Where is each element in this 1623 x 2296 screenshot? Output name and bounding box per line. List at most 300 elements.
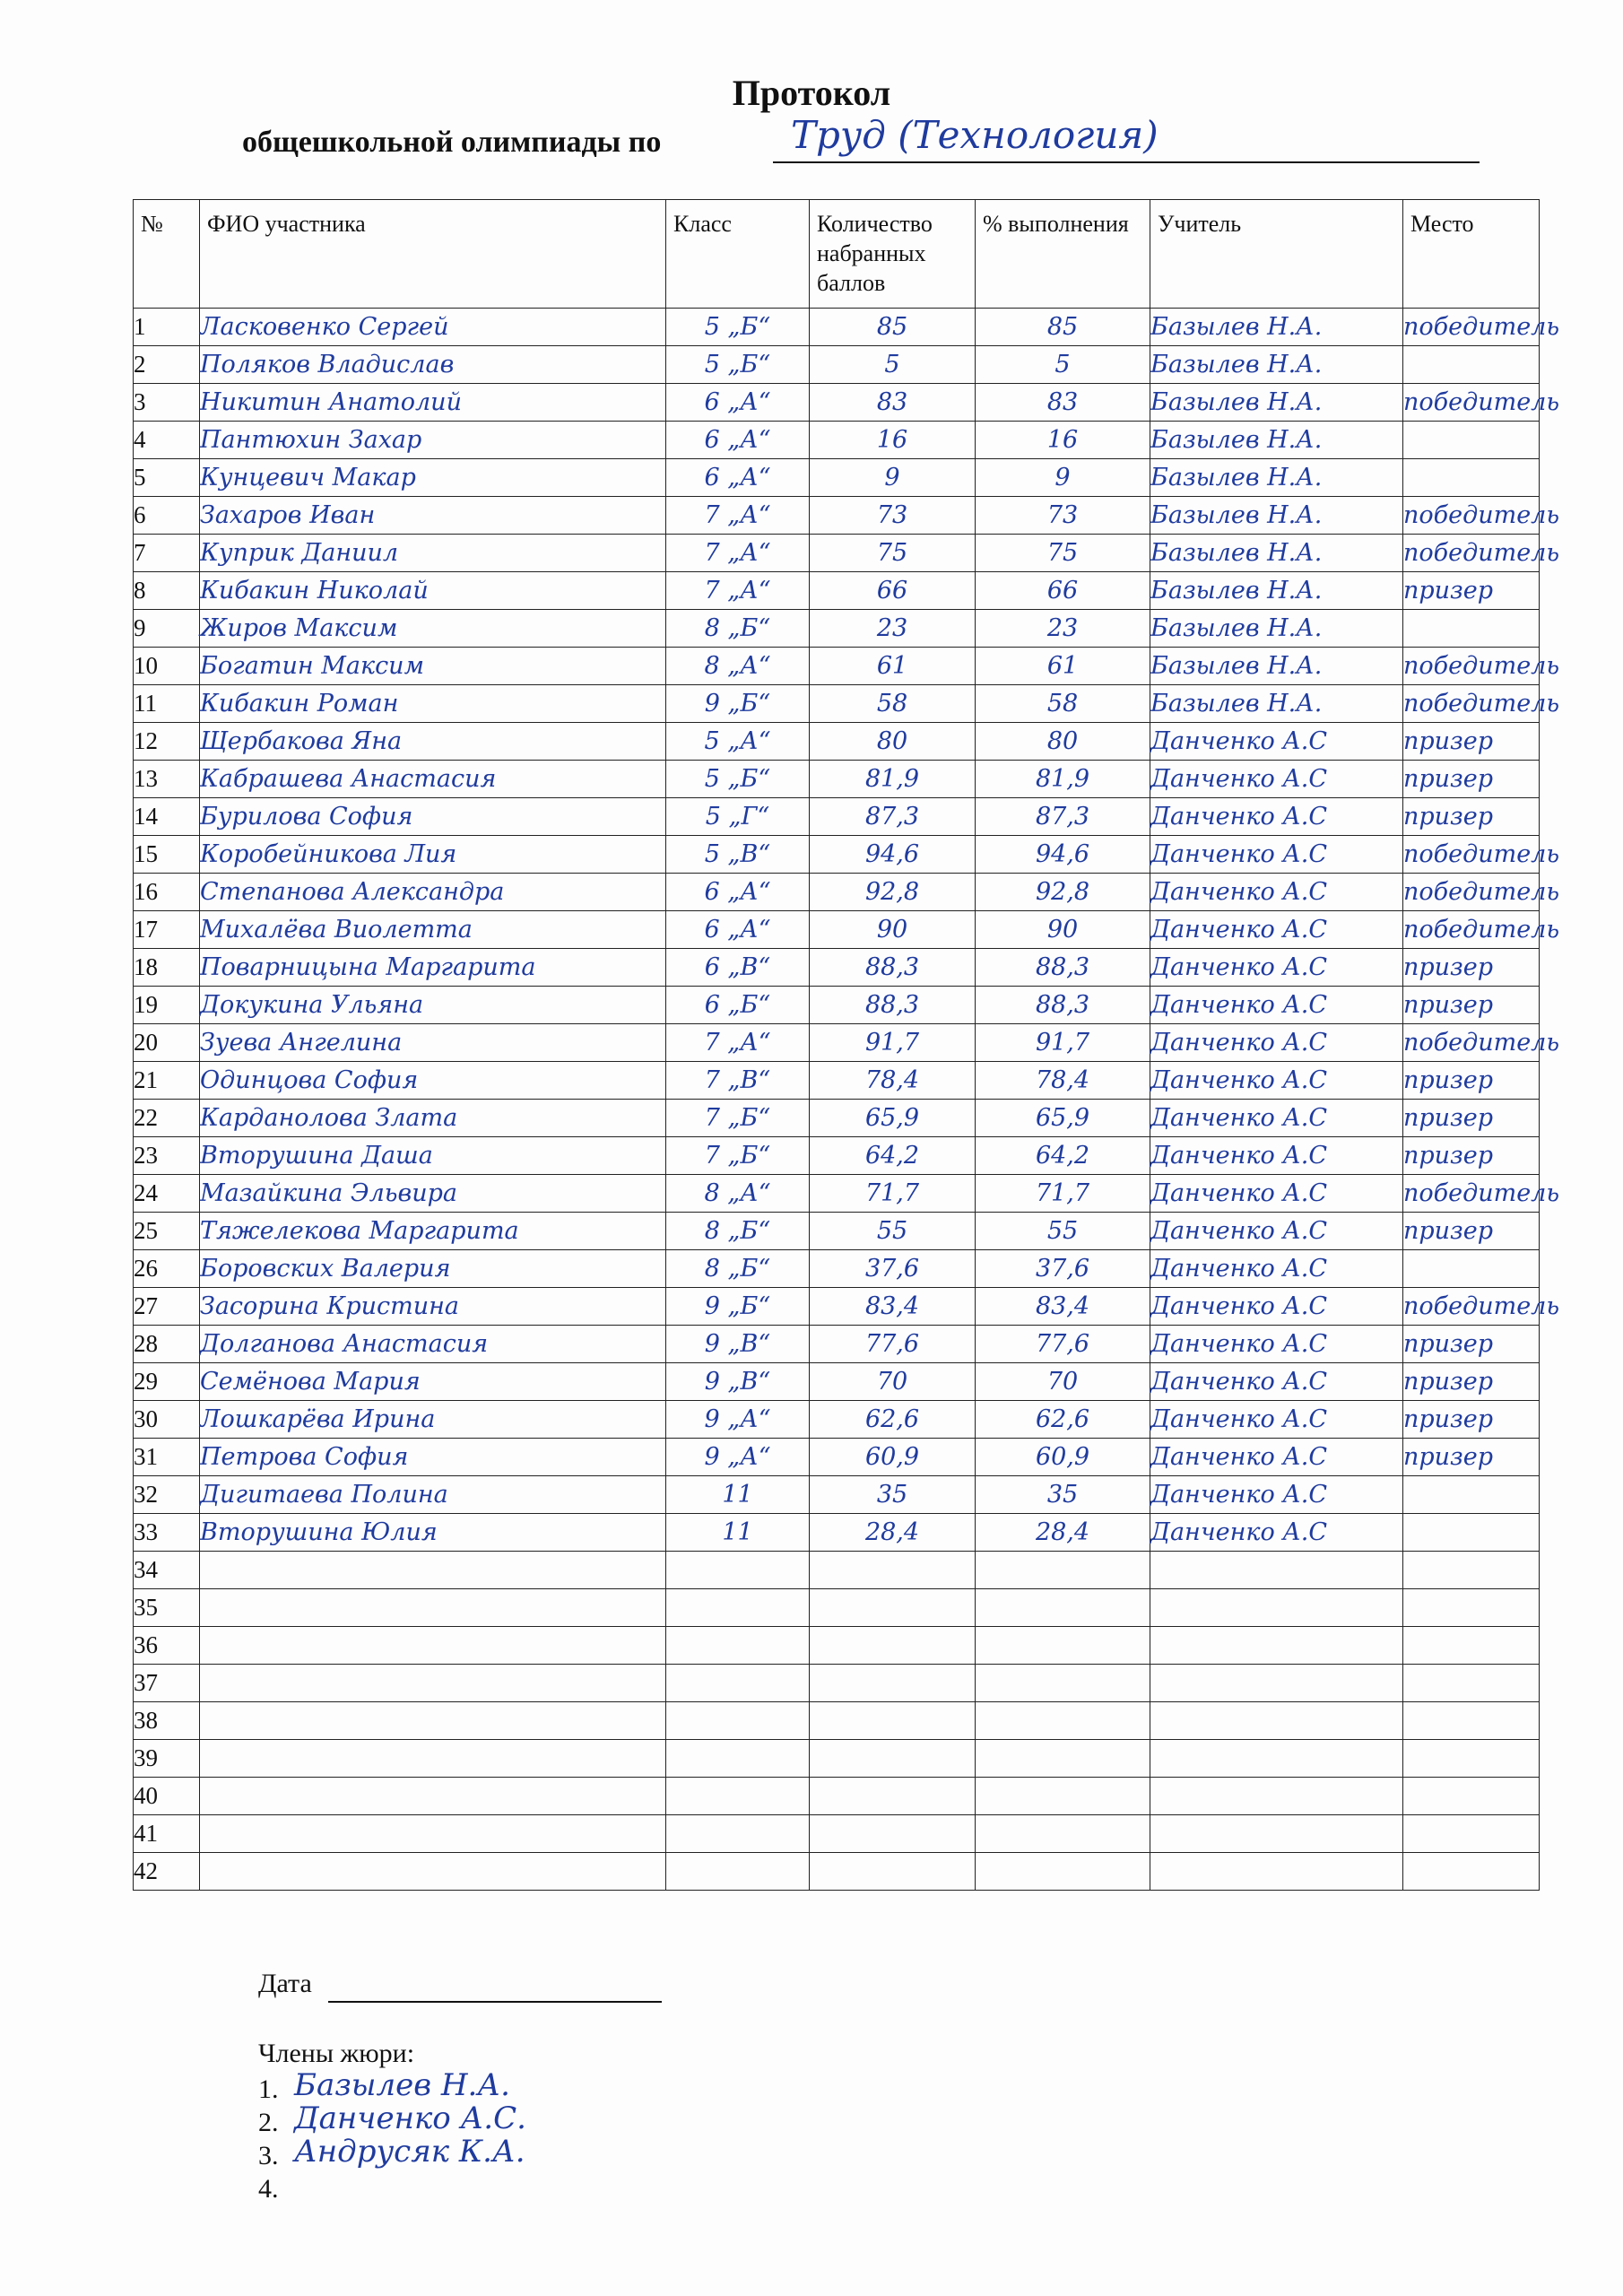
cell-num: 14 (134, 798, 200, 836)
cell-class: 6 „А“ (666, 874, 810, 911)
cell-class: 6 „А“ (666, 911, 810, 949)
cell-percent: 58 (976, 685, 1150, 723)
cell-teacher: Базылев Н.А. (1150, 384, 1403, 422)
cell-class: 8 „А“ (666, 1175, 810, 1213)
cell-place (1403, 1740, 1540, 1778)
cell-num: 15 (134, 836, 200, 874)
cell-place: призер (1403, 1100, 1540, 1137)
table-row (134, 1401, 1540, 1439)
cell-num: 20 (134, 1024, 200, 1062)
cell-name: Щербакова Яна (200, 723, 666, 761)
cell-score (810, 1627, 976, 1665)
table-row (134, 1062, 1540, 1100)
cell-percent: 16 (976, 422, 1150, 459)
cell-name: Поляков Владислав (200, 346, 666, 384)
cell-teacher (1150, 1627, 1403, 1665)
table-row (134, 1853, 1540, 1891)
cell-percent: 23 (976, 610, 1150, 648)
cell-teacher (1150, 1853, 1403, 1891)
cell-num: 26 (134, 1250, 200, 1288)
cell-name: Ласковенко Сергей (200, 309, 666, 346)
table-row (134, 798, 1540, 836)
cell-place (1403, 1778, 1540, 1815)
header-num: № (134, 200, 200, 309)
cell-name: Докукина Ульяна (200, 987, 666, 1024)
cell-teacher: Данченко А.С (1150, 1439, 1403, 1476)
cell-name: Боровских Валерия (200, 1250, 666, 1288)
jury-signature: Андрусяк К.А. (294, 2134, 525, 2170)
table-row (134, 987, 1540, 1024)
cell-place: победитель (1403, 497, 1540, 535)
table-row (134, 685, 1540, 723)
cell-score: 55 (810, 1213, 976, 1250)
cell-class: 6 „А“ (666, 459, 810, 497)
cell-place: призер (1403, 949, 1540, 987)
cell-percent: 37,6 (976, 1250, 1150, 1288)
cell-teacher: Данченко А.С (1150, 836, 1403, 874)
table-row (134, 1589, 1540, 1627)
cell-num: 19 (134, 987, 200, 1024)
cell-teacher: Базылев Н.А. (1150, 610, 1403, 648)
table-row (134, 1815, 1540, 1853)
cell-place: призер (1403, 1363, 1540, 1401)
cell-num: 31 (134, 1439, 200, 1476)
cell-teacher (1150, 1589, 1403, 1627)
cell-place: призер (1403, 1439, 1540, 1476)
cell-class: 7 „В“ (666, 1062, 810, 1100)
cell-class (666, 1702, 810, 1740)
cell-class: 5 „Б“ (666, 761, 810, 798)
cell-class (666, 1665, 810, 1702)
cell-name (200, 1853, 666, 1891)
cell-percent: 9 (976, 459, 1150, 497)
cell-score (810, 1665, 976, 1702)
table-row (134, 1100, 1540, 1137)
cell-percent: 81,9 (976, 761, 1150, 798)
cell-teacher: Базылев Н.А. (1150, 572, 1403, 610)
cell-num: 1 (134, 309, 200, 346)
protocol-table (133, 199, 1560, 1891)
cell-place (1403, 1702, 1540, 1740)
cell-percent: 73 (976, 497, 1150, 535)
cell-name: Пантюхин Захар (200, 422, 666, 459)
cell-percent: 88,3 (976, 987, 1150, 1024)
cell-name: Семёнова Мария (200, 1363, 666, 1401)
table-row (134, 610, 1540, 648)
table-row (134, 1702, 1540, 1740)
cell-class: 6 „В“ (666, 949, 810, 987)
table-row (134, 384, 1540, 422)
cell-teacher: Базылев Н.А. (1150, 459, 1403, 497)
table-row (134, 1024, 1540, 1062)
cell-score: 83,4 (810, 1288, 976, 1326)
cell-place: призер (1403, 1401, 1540, 1439)
jury-signature: Базылев Н.А. (294, 2067, 510, 2103)
jury-title: Члены жюри: (258, 2039, 415, 2068)
jury-number: 1. (258, 2074, 279, 2104)
cell-teacher: Данченко А.С (1150, 1175, 1403, 1213)
cell-name (200, 1665, 666, 1702)
cell-percent (976, 1853, 1150, 1891)
cell-class: 7 „Б“ (666, 1100, 810, 1137)
cell-place: призер (1403, 1062, 1540, 1100)
header-percent: % выполнения (976, 200, 1150, 309)
cell-class: 6 „А“ (666, 422, 810, 459)
cell-num: 3 (134, 384, 200, 422)
table-row (134, 1627, 1540, 1665)
cell-num: 11 (134, 685, 200, 723)
cell-score: 94,6 (810, 836, 976, 874)
cell-percent: 64,2 (976, 1137, 1150, 1175)
cell-num: 21 (134, 1062, 200, 1100)
cell-place: победитель (1403, 1024, 1540, 1062)
cell-percent: 5 (976, 346, 1150, 384)
cell-score: 35 (810, 1476, 976, 1514)
cell-num: 35 (134, 1589, 200, 1627)
cell-num: 9 (134, 610, 200, 648)
cell-class (666, 1853, 810, 1891)
cell-class: 11 (666, 1514, 810, 1552)
cell-place (1403, 610, 1540, 648)
cell-score: 78,4 (810, 1062, 976, 1100)
cell-class: 5 „А“ (666, 723, 810, 761)
cell-teacher: Данченко А.С (1150, 761, 1403, 798)
cell-teacher: Данченко А.С (1150, 874, 1403, 911)
cell-class: 7 „Б“ (666, 1137, 810, 1175)
cell-score: 58 (810, 685, 976, 723)
cell-percent: 87,3 (976, 798, 1150, 836)
cell-name (200, 1740, 666, 1778)
cell-score: 87,3 (810, 798, 976, 836)
cell-place (1403, 1552, 1540, 1589)
cell-place (1403, 346, 1540, 384)
jury-number: 3. (258, 2141, 279, 2170)
cell-percent (976, 1589, 1150, 1627)
cell-class (666, 1589, 810, 1627)
table-row (134, 1250, 1540, 1288)
cell-name (200, 1552, 666, 1589)
jury-signature: Данченко А.С. (294, 2100, 526, 2136)
table-row (134, 497, 1540, 535)
cell-class: 5 „В“ (666, 836, 810, 874)
cell-score: 71,7 (810, 1175, 976, 1213)
cell-name (200, 1589, 666, 1627)
cell-name: Петрова София (200, 1439, 666, 1476)
cell-teacher: Данченко А.С (1150, 1326, 1403, 1363)
cell-num: 13 (134, 761, 200, 798)
cell-score: 92,8 (810, 874, 976, 911)
cell-num: 33 (134, 1514, 200, 1552)
cell-place: призер (1403, 987, 1540, 1024)
cell-score (810, 1589, 976, 1627)
cell-score: 80 (810, 723, 976, 761)
cell-num: 29 (134, 1363, 200, 1401)
cell-score: 5 (810, 346, 976, 384)
cell-name: Засорина Кристина (200, 1288, 666, 1326)
cell-num: 39 (134, 1740, 200, 1778)
cell-class: 6 „А“ (666, 384, 810, 422)
cell-place (1403, 1853, 1540, 1891)
cell-teacher: Данченко А.С (1150, 949, 1403, 987)
cell-name: Кунцевич Макар (200, 459, 666, 497)
cell-name: Вторушина Даша (200, 1137, 666, 1175)
cell-score: 85 (810, 309, 976, 346)
cell-name: Михалёва Виолетта (200, 911, 666, 949)
cell-percent (976, 1702, 1150, 1740)
cell-name: Коробейникова Лия (200, 836, 666, 874)
cell-num: 38 (134, 1702, 200, 1740)
cell-place: призер (1403, 572, 1540, 610)
cell-percent: 83,4 (976, 1288, 1150, 1326)
cell-class: 8 „Б“ (666, 1250, 810, 1288)
cell-percent: 78,4 (976, 1062, 1150, 1100)
cell-place: призер (1403, 798, 1540, 836)
table-row (134, 1326, 1540, 1363)
cell-place: победитель (1403, 648, 1540, 685)
cell-name: Тяжелекова Маргарита (200, 1213, 666, 1250)
table-row (134, 1137, 1540, 1175)
cell-percent: 62,6 (976, 1401, 1150, 1439)
cell-teacher: Данченко А.С (1150, 1100, 1403, 1137)
cell-percent: 60,9 (976, 1439, 1150, 1476)
cell-percent: 70 (976, 1363, 1150, 1401)
cell-score: 70 (810, 1363, 976, 1401)
cell-teacher (1150, 1740, 1403, 1778)
cell-place (1403, 422, 1540, 459)
cell-place: победитель (1403, 1175, 1540, 1213)
cell-teacher: Данченко А.С (1150, 1476, 1403, 1514)
table-row (134, 346, 1540, 384)
cell-place: победитель (1403, 535, 1540, 572)
cell-num: 5 (134, 459, 200, 497)
cell-place: призер (1403, 723, 1540, 761)
cell-teacher (1150, 1552, 1403, 1589)
cell-place: призер (1403, 1137, 1540, 1175)
cell-place (1403, 1250, 1540, 1288)
cell-score (810, 1778, 976, 1815)
cell-score: 88,3 (810, 987, 976, 1024)
cell-class: 7 „А“ (666, 535, 810, 572)
cell-name (200, 1702, 666, 1740)
cell-teacher: Базылев Н.А. (1150, 648, 1403, 685)
cell-percent: 90 (976, 911, 1150, 949)
cell-score: 90 (810, 911, 976, 949)
cell-num: 10 (134, 648, 200, 685)
table-row (134, 1363, 1540, 1401)
cell-class (666, 1552, 810, 1589)
cell-place (1403, 1476, 1540, 1514)
cell-score: 61 (810, 648, 976, 685)
cell-teacher: Данченко А.С (1150, 911, 1403, 949)
cell-teacher: Данченко А.С (1150, 987, 1403, 1024)
cell-class: 7 „А“ (666, 572, 810, 610)
table-row (134, 1439, 1540, 1476)
cell-score: 91,7 (810, 1024, 976, 1062)
table-row (134, 1514, 1540, 1552)
cell-class: 5 „Б“ (666, 309, 810, 346)
header-class: Класс (666, 200, 810, 309)
cell-score: 88,3 (810, 949, 976, 987)
cell-class (666, 1815, 810, 1853)
cell-num: 2 (134, 346, 200, 384)
cell-score: 77,6 (810, 1326, 976, 1363)
cell-percent (976, 1552, 1150, 1589)
cell-score: 16 (810, 422, 976, 459)
cell-name: Захаров Иван (200, 497, 666, 535)
cell-percent: 92,8 (976, 874, 1150, 911)
subtitle: общешкольной олимпиады по (242, 126, 662, 159)
cell-place: призер (1403, 761, 1540, 798)
cell-num: 30 (134, 1401, 200, 1439)
cell-score: 23 (810, 610, 976, 648)
cell-place: победитель (1403, 309, 1540, 346)
cell-num: 17 (134, 911, 200, 949)
cell-place (1403, 1627, 1540, 1665)
cell-teacher: Данченко А.С (1150, 1024, 1403, 1062)
cell-class (666, 1740, 810, 1778)
cell-teacher: Данченко А.С (1150, 1288, 1403, 1326)
table-row (134, 1740, 1540, 1778)
table-row (134, 572, 1540, 610)
cell-score: 64,2 (810, 1137, 976, 1175)
cell-num: 37 (134, 1665, 200, 1702)
cell-score: 9 (810, 459, 976, 497)
cell-place (1403, 1589, 1540, 1627)
cell-teacher: Данченко А.С (1150, 1213, 1403, 1250)
cell-teacher: Базылев Н.А. (1150, 309, 1403, 346)
cell-name: Бурилова София (200, 798, 666, 836)
cell-name: Куприк Даниил (200, 535, 666, 572)
header-score: Количество набранных баллов (810, 200, 976, 309)
cell-class: 11 (666, 1476, 810, 1514)
cell-name: Одинцова София (200, 1062, 666, 1100)
cell-class: 7 „А“ (666, 497, 810, 535)
table-header-row (134, 200, 1540, 309)
subject-line (773, 113, 1480, 163)
header-teacher: Учитель (1150, 200, 1403, 309)
cell-name: Кибакин Роман (200, 685, 666, 723)
cell-score: 37,6 (810, 1250, 976, 1288)
cell-place (1403, 459, 1540, 497)
table-row (134, 911, 1540, 949)
cell-class: 8 „Б“ (666, 1213, 810, 1250)
table-row (134, 648, 1540, 685)
table-row (134, 949, 1540, 987)
table-row (134, 535, 1540, 572)
cell-teacher: Данченко А.С (1150, 1062, 1403, 1100)
subject-value: Труд (Технология) (791, 113, 1159, 157)
cell-name: Степанова Александра (200, 874, 666, 911)
cell-place: победитель (1403, 685, 1540, 723)
subtitle-row (242, 113, 1497, 170)
cell-class: 8 „Б“ (666, 610, 810, 648)
table-row (134, 1213, 1540, 1250)
cell-teacher: Базылев Н.А. (1150, 497, 1403, 535)
cell-num: 12 (134, 723, 200, 761)
cell-class: 5 „Г“ (666, 798, 810, 836)
cell-class: 7 „А“ (666, 1024, 810, 1062)
jury-member-4 (258, 2174, 886, 2210)
cell-percent (976, 1740, 1150, 1778)
cell-name: Карданолова Злата (200, 1100, 666, 1137)
cell-num: 24 (134, 1175, 200, 1213)
cell-score: 66 (810, 572, 976, 610)
cell-class: 5 „Б“ (666, 346, 810, 384)
date-row (258, 1969, 671, 2005)
cell-num: 22 (134, 1100, 200, 1137)
cell-percent: 71,7 (976, 1175, 1150, 1213)
cell-score: 65,9 (810, 1100, 976, 1137)
cell-name (200, 1627, 666, 1665)
cell-num: 25 (134, 1213, 200, 1250)
cell-num: 18 (134, 949, 200, 987)
cell-place (1403, 1665, 1540, 1702)
cell-place: призер (1403, 1213, 1540, 1250)
cell-name: Кибакин Николай (200, 572, 666, 610)
cell-class (666, 1778, 810, 1815)
cell-name: Долганова Анастасия (200, 1326, 666, 1363)
cell-class: 6 „Б“ (666, 987, 810, 1024)
cell-class: 9 „А“ (666, 1401, 810, 1439)
cell-percent (976, 1778, 1150, 1815)
table-body (134, 309, 1560, 1891)
cell-class: 9 „Б“ (666, 685, 810, 723)
cell-score: 83 (810, 384, 976, 422)
cell-num: 4 (134, 422, 200, 459)
cell-percent: 80 (976, 723, 1150, 761)
table-row (134, 1175, 1540, 1213)
table-row (134, 1476, 1540, 1514)
cell-percent: 61 (976, 648, 1150, 685)
cell-num: 8 (134, 572, 200, 610)
cell-score (810, 1552, 976, 1589)
cell-score: 75 (810, 535, 976, 572)
cell-percent: 77,6 (976, 1326, 1150, 1363)
cell-percent: 83 (976, 384, 1150, 422)
cell-num: 42 (134, 1853, 200, 1891)
cell-place: победитель (1403, 836, 1540, 874)
cell-num: 28 (134, 1326, 200, 1363)
cell-name: Мазайкина Эльвира (200, 1175, 666, 1213)
cell-class: 9 „Б“ (666, 1288, 810, 1326)
cell-name: Богатин Максим (200, 648, 666, 685)
cell-percent: 91,7 (976, 1024, 1150, 1062)
cell-score: 73 (810, 497, 976, 535)
cell-score (810, 1740, 976, 1778)
cell-class (666, 1627, 810, 1665)
cell-place: победитель (1403, 911, 1540, 949)
cell-percent: 55 (976, 1213, 1150, 1250)
cell-place (1403, 1514, 1540, 1552)
cell-class: 9 „В“ (666, 1363, 810, 1401)
cell-percent (976, 1665, 1150, 1702)
cell-place (1403, 1815, 1540, 1853)
cell-num: 36 (134, 1627, 200, 1665)
cell-percent: 35 (976, 1476, 1150, 1514)
cell-percent (976, 1627, 1150, 1665)
cell-num: 23 (134, 1137, 200, 1175)
cell-class: 8 „А“ (666, 648, 810, 685)
table-row (134, 309, 1540, 346)
cell-score: 62,6 (810, 1401, 976, 1439)
table-row (134, 1288, 1540, 1326)
cell-percent (976, 1815, 1150, 1853)
cell-name: Поварницына Маргарита (200, 949, 666, 987)
cell-percent: 66 (976, 572, 1150, 610)
cell-teacher (1150, 1702, 1403, 1740)
header-name: ФИО участника (200, 200, 666, 309)
cell-name (200, 1815, 666, 1853)
